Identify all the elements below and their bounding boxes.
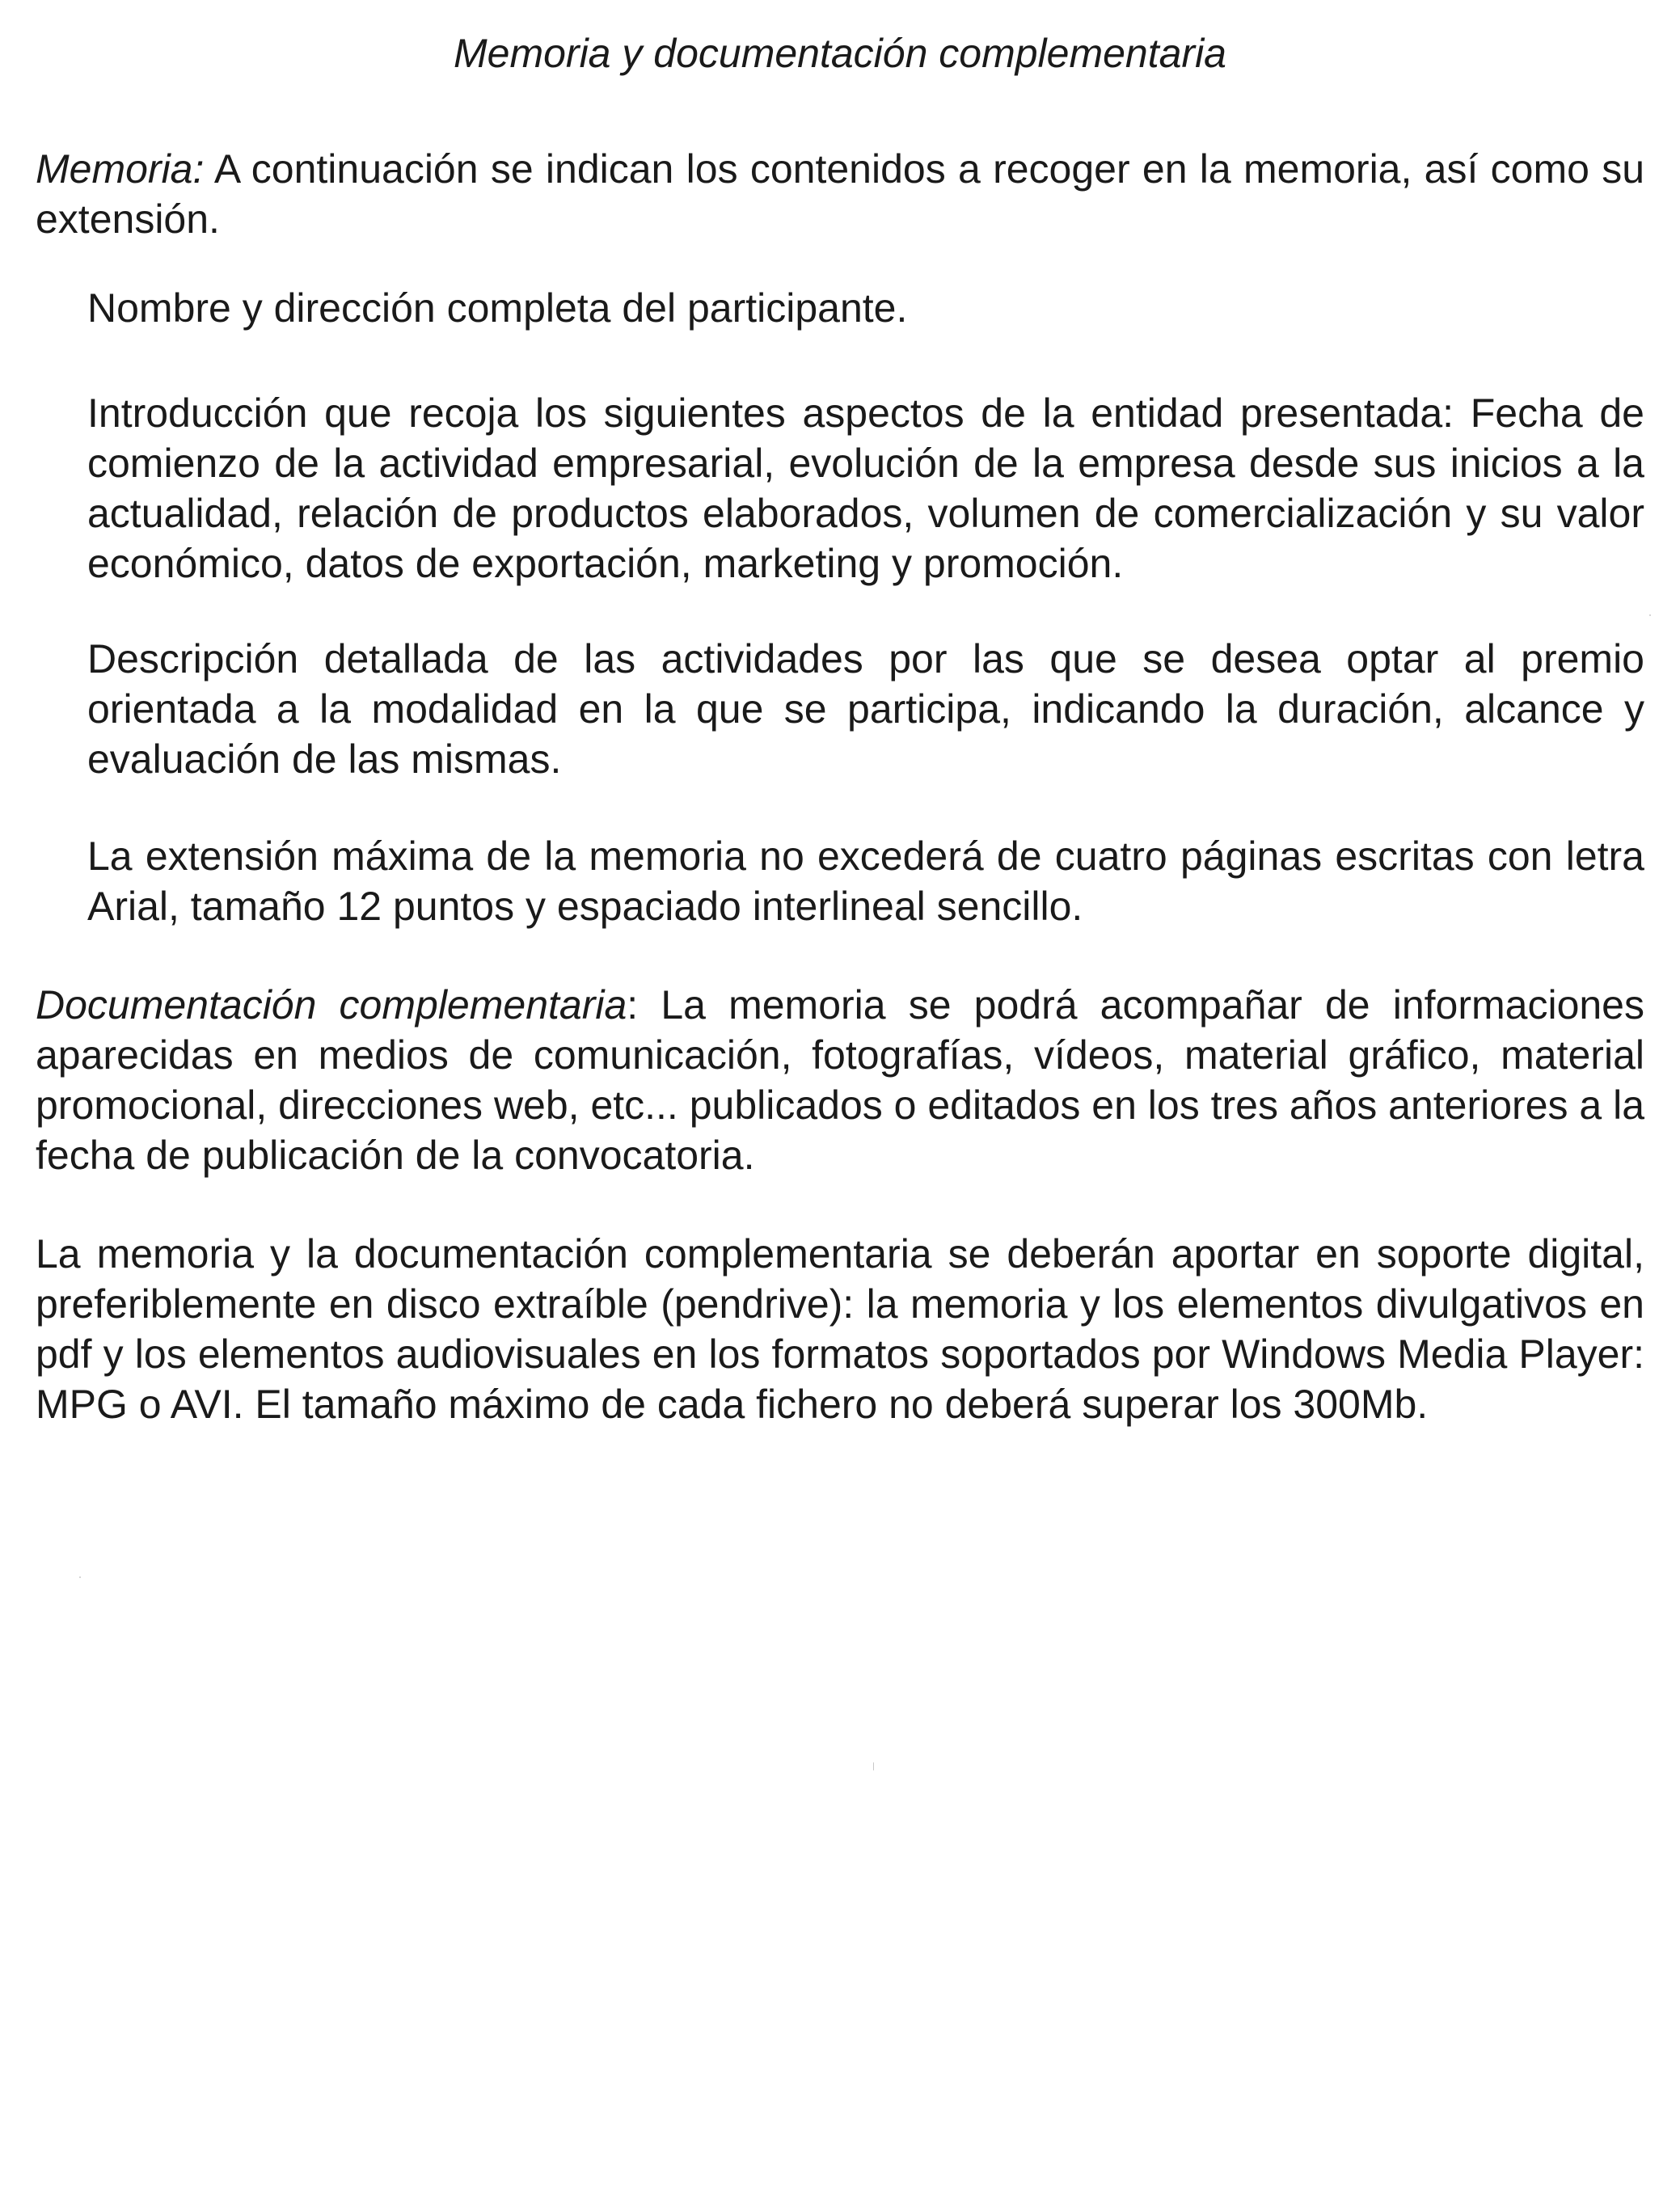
documentacion-text: : La memoria se podrá acompañar de informaciones aparecidas en medios de comunicación, fotografías, vídeos, material gráfico, material promocional, direcciones web, etc... publicados o editados en los tres años anteriores a la fecha de publicación de la convocatoria. <box>36 982 1645 1178</box>
memoria-paragraph <box>36 144 1644 244</box>
scan-speck <box>79 1576 81 1578</box>
item-introduccion: Introducción que recoja los siguientes aspectos de la entidad presentada: Fecha de comienzo de la actividad empresarial, evolución de la empresa desde sus inicios a la actualidad, relación de productos elaborados, volumen de comercialización y su valor económico, datos de exportación, marketing y promoción. <box>87 390 1644 586</box>
memoria-text: A continuación se indican los contenidos a recoger en la memoria, así como su extensión. <box>36 146 1644 242</box>
documentacion-label: Documentación complementaria <box>36 982 627 1028</box>
document-title: Memoria y documentación complementaria <box>454 31 1226 76</box>
item-extension: La extensión máxima de la memoria no excederá de cuatro páginas escritas con letra Arial, tamaño 12 puntos y espaciado interlineal sencillo. <box>87 833 1644 929</box>
documentacion-paragraph <box>36 980 1644 1180</box>
scan-speck <box>1649 614 1651 616</box>
item-descripcion: Descripción detallada de las actividades por las que se desea optar al premio orientada a la modalidad en la que se participa, indicando la duración, alcance y evaluación de las mismas. <box>87 636 1644 782</box>
scan-speck <box>873 1762 874 1770</box>
soporte-paragraph: La memoria y la documentación complementaria se deberán aportar en soporte digital, preferiblemente en disco extraíble (pendrive): la memoria y los elementos divulgativos en pdf y los elementos audiovisuales en los formatos soportados por Windows Media Player: MPG o AVI. El tamaño máximo de cada fichero no deberá superar los 300Mb. <box>36 1231 1644 1427</box>
item-nombre: Nombre y dirección completa del participante. <box>87 285 908 331</box>
memoria-label: Memoria: <box>36 146 205 192</box>
